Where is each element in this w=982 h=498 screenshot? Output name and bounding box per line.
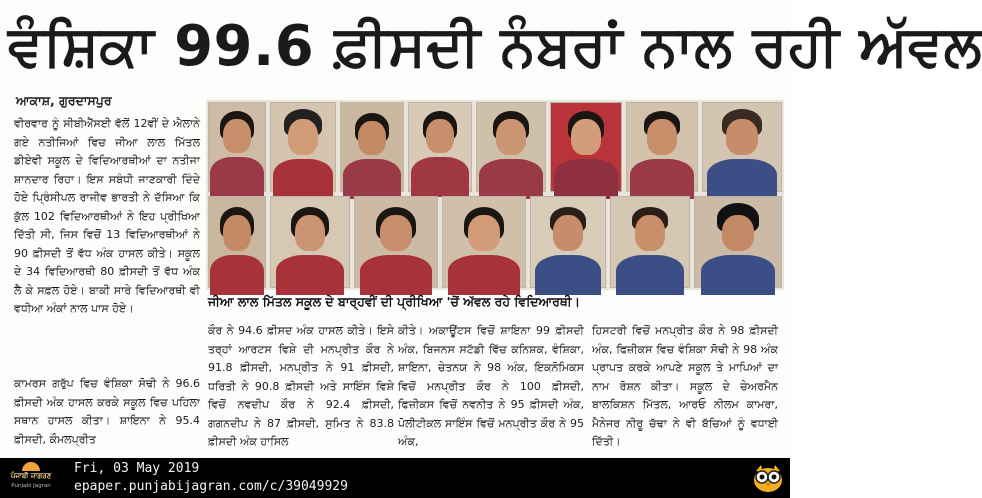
student-photo-grid xyxy=(206,100,784,290)
student-photo xyxy=(530,196,606,288)
student-photo xyxy=(476,102,546,192)
student-photo xyxy=(550,102,622,192)
publish-date: Fri, 03 May 2019 xyxy=(74,461,200,476)
student-photo xyxy=(208,102,266,192)
student-photo xyxy=(270,102,336,192)
byline: ਆਕਾਸ਼, ਗੁਰਦਾਸਪੁਰ xyxy=(16,93,112,108)
article-column-4: ਹਿਸਟਰੀ ਵਿਚੋਂ ਮਨਪ੍ਰੀਤ ਕੌਰ ਨੇ 98 ਫ਼ੀਸਦੀ ਅੰਕ, ਫਿਜ਼ੀਕਸ ਵਿਚ ਵੰਸ਼ਿਕਾ ਸੋਢੀ ਨੇ 98 ਅੰਕ ਪ੍ਰਾਪਤ ਕਰਕੇ ਆਪਣੇ ਸਕੂਲ ਤੇ ਮਾਪਿਆਂ ਦਾ ਨਾਮ ਰੋਸ਼ਨ ਕੀਤਾ। ਸਕੂਲ ਦੇ ਚੇਅਰਮੈਨ ਬਾਲਕਿਸ਼ਨ ਮਿੱਤਲ, ਆਰਓ ਨੀਲਮ ਕਾਮਰਾ, ਮੈਨੇਜਰ ਨੀਰੂ ਚੱਢਾ ਨੇ ਵੀ ਬੱਚਿਆਂ ਨੂੰ ਵਧਾਈ ਦਿੱਤੀ। xyxy=(592,324,778,448)
article-column-2: ਕੌਰ ਨੇ 94.6 ਫ਼ੀਸਦ ਅੰਕ ਹਾਸਲ ਕੀਤੇ। ਇਸੇ ਤਰ੍ਹਾਂ ਆਰਟਸ ਵਿਸ਼ੇ ਦੀ ਮਨਪ੍ਰੀਤ ਕੌਰ ਨੇ 91.8 ਫ਼ੀਸਦੀ, ਮਨਪ੍ਰੀਤ ਨੇ 91 ਫ਼ੀਸਦੀ, ਧਰਿਤੀ ਨੇ 90.8 ਫ਼ੀਸਦੀ ਅਤੇ ਸਾਇੰਸ ਵਿਸ਼ੇ ਵਿਚੋਂ ਨਵਦੀਪ ਕੌਰ ਨੇ 92.4 ਫ਼ੀਸਦੀ, ਗਗਨਦੀਪ ਨੇ 87 ਫ਼ੀਸਦੀ, ਸੁਮਿਤ ਨੇ 83.8 ਫ਼ੀਸਦੀ ਅੰਕ ਹਾਸਿਲ xyxy=(208,324,394,448)
punjabi-jagran-logo[interactable] xyxy=(8,462,54,494)
student-photo xyxy=(610,196,690,288)
student-photo xyxy=(442,196,526,288)
student-photo xyxy=(626,102,698,192)
photo-caption: ਜੀਆ ਲਾਲ ਮਿੱਤਲ ਸਕੂਲ ਦੇ ਬਾਰ੍ਹਵੀਂ ਦੀ ਪ੍ਰੀਖਿਆ 'ਚੋਂ ਅੱਵਲ ਰਹੇ ਵਿਦਿਆਰਥੀ। xyxy=(208,294,581,309)
student-photo xyxy=(694,196,782,288)
student-photo xyxy=(340,102,404,192)
epaper-url[interactable]: epaper.punjabijagran.com/c/39049929 xyxy=(74,479,348,494)
article-column-3: ਕੀਤੇ। ਅਕਾਊਂਟਸ ਵਿਚੋਂ ਸ਼ਾਇਨਾ 99 ਫ਼ੀਸਦੀ ਅੰਕ, ਬਿਜਨਸ ਸਟੱਡੀ ਵਿੱਚ ਕਨਿਸ਼ਕ, ਵੰਸ਼ਿਕਾ, ਸ਼ਾਇਨਾ, ਚੇਤਨਯ ਨੇ 98 ਅੰਕ, ਇਕਨੋਮਿਕਸ ਵਿਚੋਂ ਮਨਪ੍ਰੀਤ ਕੌਰ ਨੇ 100 ਫ਼ੀਸਦੀ, ਫਿਜ਼ੀਕਸ ਵਿਚੋਂ ਨਵਨੀਤ ਨੇ 95 ਫ਼ੀਸਦੀ ਅੰਕ, ਪੋਲੀਟੀਕਲ ਸਾਇੰਸ ਵਿਚੋਂ ਮਨਪ੍ਰੀਤ ਕੌਰ ਨੇ 95 ਅੰਕ, xyxy=(398,324,584,448)
logo-title: ਪੰਜਾਬੀ ਜਾਗਰਣ xyxy=(10,472,52,480)
student-photo xyxy=(702,102,782,192)
student-photo xyxy=(208,196,266,288)
article-column-1-continued: ਕਾਮਰਸ ਗਰੁੱਪ ਵਿਚ ਵੰਸ਼ਿਕਾ ਸੋਢੀ ਨੇ 96.6 ਫ਼ੀਸਦੀ ਅੰਕ ਹਾਸਲ ਕਰਕੇ ਸਕੂਲ ਵਿਚ ਪਹਿਲਾ ਸਥਾਨ ਹਾਸਲ ਕੀਤਾ। ਸ਼ਾਇਨਾ ਨੇ 95.4 ਫ਼ੀਸਦੀ, ਕੌਮਲਪ੍ਰੀਤ xyxy=(14,377,200,446)
sun-icon xyxy=(22,462,40,471)
student-photo xyxy=(408,102,472,192)
epaper-footer xyxy=(0,458,790,498)
headline: ਵੰਸ਼ਿਕਾ 99.6 ਫ਼ੀਸਦੀ ਨੰਬਰਾਂ ਨਾਲ ਰਹੀ ਅੱਵਲ xyxy=(8,14,982,79)
owl-icon[interactable] xyxy=(752,463,784,493)
logo-subtitle: Punjabi Jagran xyxy=(11,483,51,489)
student-photo xyxy=(354,196,438,288)
student-photo xyxy=(270,196,350,288)
article-column-1: ਵੀਰਵਾਰ ਨੂੰ ਸੀਬੀਐੱਸਈ ਵੱਲੋਂ 12ਵੀਂ ਦੇ ਐਲਾਨੇ ਗਏ ਨਤੀਜਿਆਂ ਵਿਚ ਜੀਆ ਲਾਲ ਮਿੱਤਲ ਡੀਏਵੀ ਸਕੂਲ ਦੇ ਵਿਦਿਆਰਥੀਆਂ ਦਾ ਨਤੀਜਾ ਸ਼ਾਨਦਾਰ ਰਿਹਾ। ਇਸ ਸਬੰਧੀ ਜਾਣਕਾਰੀ ਦਿੰਦੇ ਹੋਏ ਪ੍ਰਿੰਸੀਪਲ ਰਾਜੀਵ ਭਾਰਤੀ ਨੇ ਦੱਸਿਆ ਕਿ ਕੁੱਲ 102 ਵਿਦਿਆਰਥੀਆਂ ਨੇ ਇਹ ਪ੍ਰੀਖਿਆ ਦਿੱਤੀ ਸੀ, ਜਿਸ ਵਿਚੋਂ 13 ਵਿਦਿਆਰਥੀਆਂ ਨੇ 90 ਫ਼ੀਸਦੀ ਤੋਂ ਵੱਧ ਅੰਕ ਹਾਸਲ ਕੀਤੇ। ਸਕੂਲ ਦੇ 34 ਵਿਦਿਆਰਥੀ 80 ਫ਼ੀਸਦੀ ਤੋਂ ਵੱਧ ਅੰਕ ਲੈ ਕੇ ਸਫ਼ਲ ਹੋਏ। ਬਾਕੀ ਸਾਰੇ ਵਿਦਿਆਰਥੀ ਵੀ ਵਧੀਆ ਅੰਕਾਂ ਨਾਲ ਪਾਸ ਹੋਏ। xyxy=(14,117,200,315)
